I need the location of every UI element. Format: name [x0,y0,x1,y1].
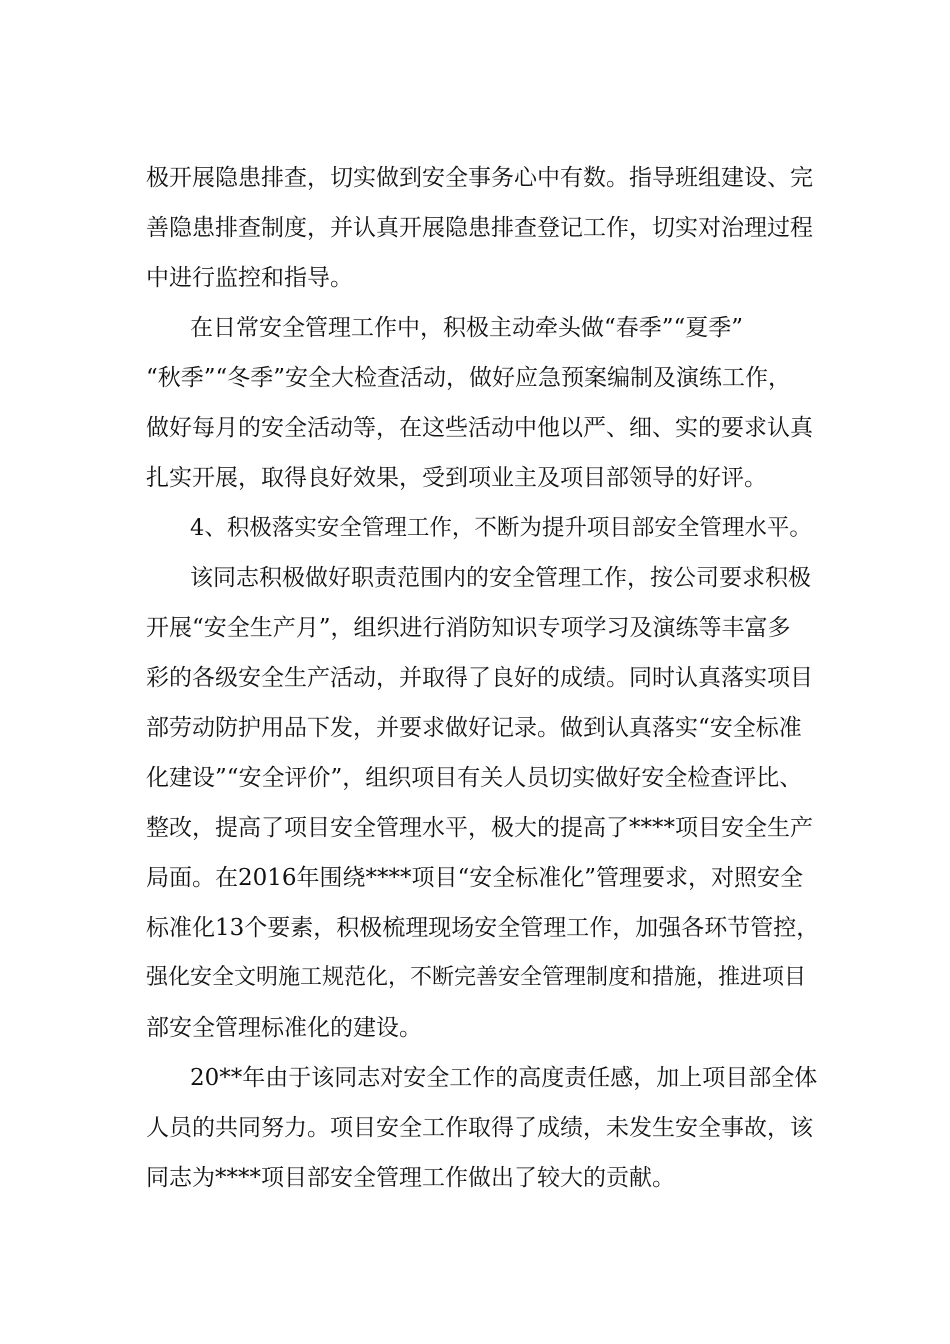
text-line-13: 化建设”“安全评价”，组织项目有关人员切实做好安全检查评比、 [146,765,803,791]
text-line-4: 在日常安全管理工作中，积极主动牵头做“春季”“夏季” [190,315,744,341]
text-line-1: 极开展隐患排查，切实做到安全事务心中有数。指导班组建设、完 [146,165,813,191]
text-line-17: 强化安全文明施工规范化，不断完善安全管理制度和措施，推进项目 [146,965,807,990]
section-heading-4: 4、积极落实安全管理工作，不断为提升项目部安全管理水平。 [190,515,812,541]
text-line-14: 整改，提高了项目安全管理水平，极大的提高了****项目安全生产 [146,815,813,841]
text-line-11: 彩的各级安全生产活动，并取得了良好的成绩。同时认真落实项目 [146,665,813,691]
text-line-20: 人员的共同努力。项目安全工作取得了成绩，未发生安全事故，该 [146,1115,813,1141]
text-line-9: 该同志积极做好职责范围内的安全管理工作，按公司要求积极 [190,565,811,591]
text-line-6: 做好每月的安全活动等，在这些活动中他以严、细、实的要求认真 [146,415,813,441]
text-line-12: 部劳动防护用品下发，并要求做好记录。做到认真落实“安全标准 [146,715,802,741]
text-line-3: 中进行监控和指导。 [146,265,353,291]
text-line-16: 标准化13个要素，积极梳理现场安全管理工作，加强各环节管控， [146,915,820,941]
text-line-15: 局面。在2016年围绕****项目“安全标准化”管理要求，对照安全 [146,865,804,891]
text-line-2: 善隐患排查制度，并认真开展隐患排查登记工作，切实对治理过程 [146,215,813,241]
text-line-19: 20**年由于该同志对安全工作的高度责任感，加上项目部全体 [190,1065,818,1091]
text-line-21: 同志为****项目部安全管理工作做出了较大的贡献。 [146,1165,675,1191]
text-line-7: 扎实开展，取得良好效果，受到项业主及项目部领导的好评。 [146,465,767,491]
text-line-10: 开展“安全生产月”，组织进行消防知识专项学习及演练等丰富多 [146,615,791,641]
text-line-5: “秋季”“冬季”安全大检查活动，做好应急预案编制及演练工作， [146,365,792,391]
text-line-18: 部安全管理标准化的建设。 [146,1015,422,1041]
